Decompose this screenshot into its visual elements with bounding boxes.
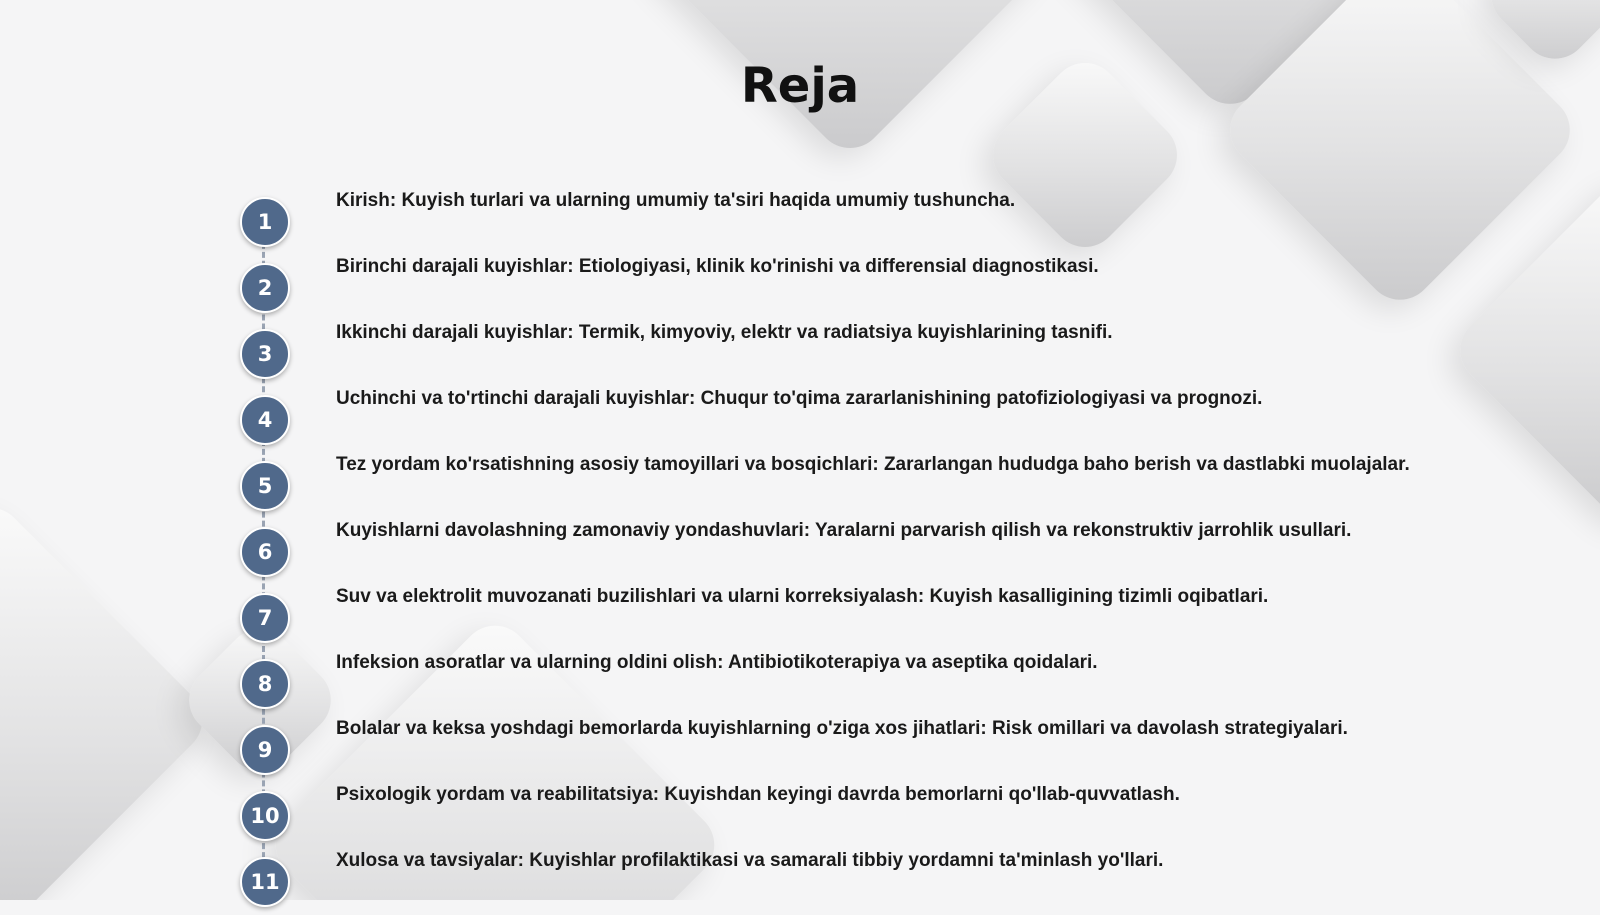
plan-item [0,321,1600,387]
number-badge: 5 [240,461,290,511]
number-badge: 3 [240,329,290,379]
plan-item-text: Uchinchi va to'rtinchi darajali kuyishlar: Chuqur to'qima zararlanishining patofiziologiyasi va prognozi. [336,388,1263,409]
plan-item [0,189,1600,255]
number-badge: 8 [240,659,290,709]
plan-item-text: Psixologik yordam va reabilitatsiya: Kuyishdan keyingi davrda bemorlarni qo'llab-quvvatlash. [336,784,1180,805]
number-badge: 10 [240,791,290,841]
number-badge: 4 [240,395,290,445]
plan-item-text: Tez yordam ko'rsatishning asosiy tamoyillari va bosqichlari: Zararlangan hududga baho berish va dastlabki muolajalar. [336,454,1410,475]
number-badge: 7 [240,593,290,643]
plan-item-text: Kirish: Kuyish turlari va ularning umumiy ta'siri haqida umumiy tushuncha. [336,190,1016,211]
number-badge: 6 [240,527,290,577]
plan-item-text: Birinchi darajali kuyishlar: Etiologiyasi, klinik ko'rinishi va differensial diagnostikasi. [336,256,1099,277]
plan-item [0,255,1600,321]
plan-item-text: Kuyishlarni davolashning zamonaviy yondashuvlari: Yaralarni parvarish qilish va rekonstruktiv jarrohlik usullari. [336,520,1352,541]
plan-item-text: Ikkinchi darajali kuyishlar: Termik, kimyoviy, elektr va radiatsiya kuyishlarining tasnifi. [336,322,1113,343]
plan-item-text: Infeksion asoratlar va ularning oldini olish: Antibiotikoterapiya va aseptika qoidalari. [336,652,1098,673]
plan-item [0,849,1600,915]
plan-item-text: Suv va elektrolit muvozanati buzilishlari va ularni korreksiyalash: Kuyish kasalligining tizimli oqibatlari. [336,586,1269,607]
plan-item [0,387,1600,453]
number-badge: 11 [240,857,290,907]
plan-item [0,717,1600,783]
number-badge: 9 [240,725,290,775]
plan-item-text: Xulosa va tavsiyalar: Kuyishlar profilaktikasi va samarali tibbiy yordamni ta'minlash yo'llari. [336,850,1164,871]
page-title: Reja [740,58,860,114]
plan-item [0,519,1600,585]
plan-item [0,651,1600,717]
plan-item [0,453,1600,519]
plan-item-text: Bolalar va keksa yoshdagi bemorlarda kuyishlarning o'ziga xos jihatlari: Risk omillari va davolash strategiyalari. [336,718,1348,739]
plan-item [0,783,1600,849]
number-badge: 2 [240,263,290,313]
number-badge: 1 [240,197,290,247]
plan-item [0,585,1600,651]
